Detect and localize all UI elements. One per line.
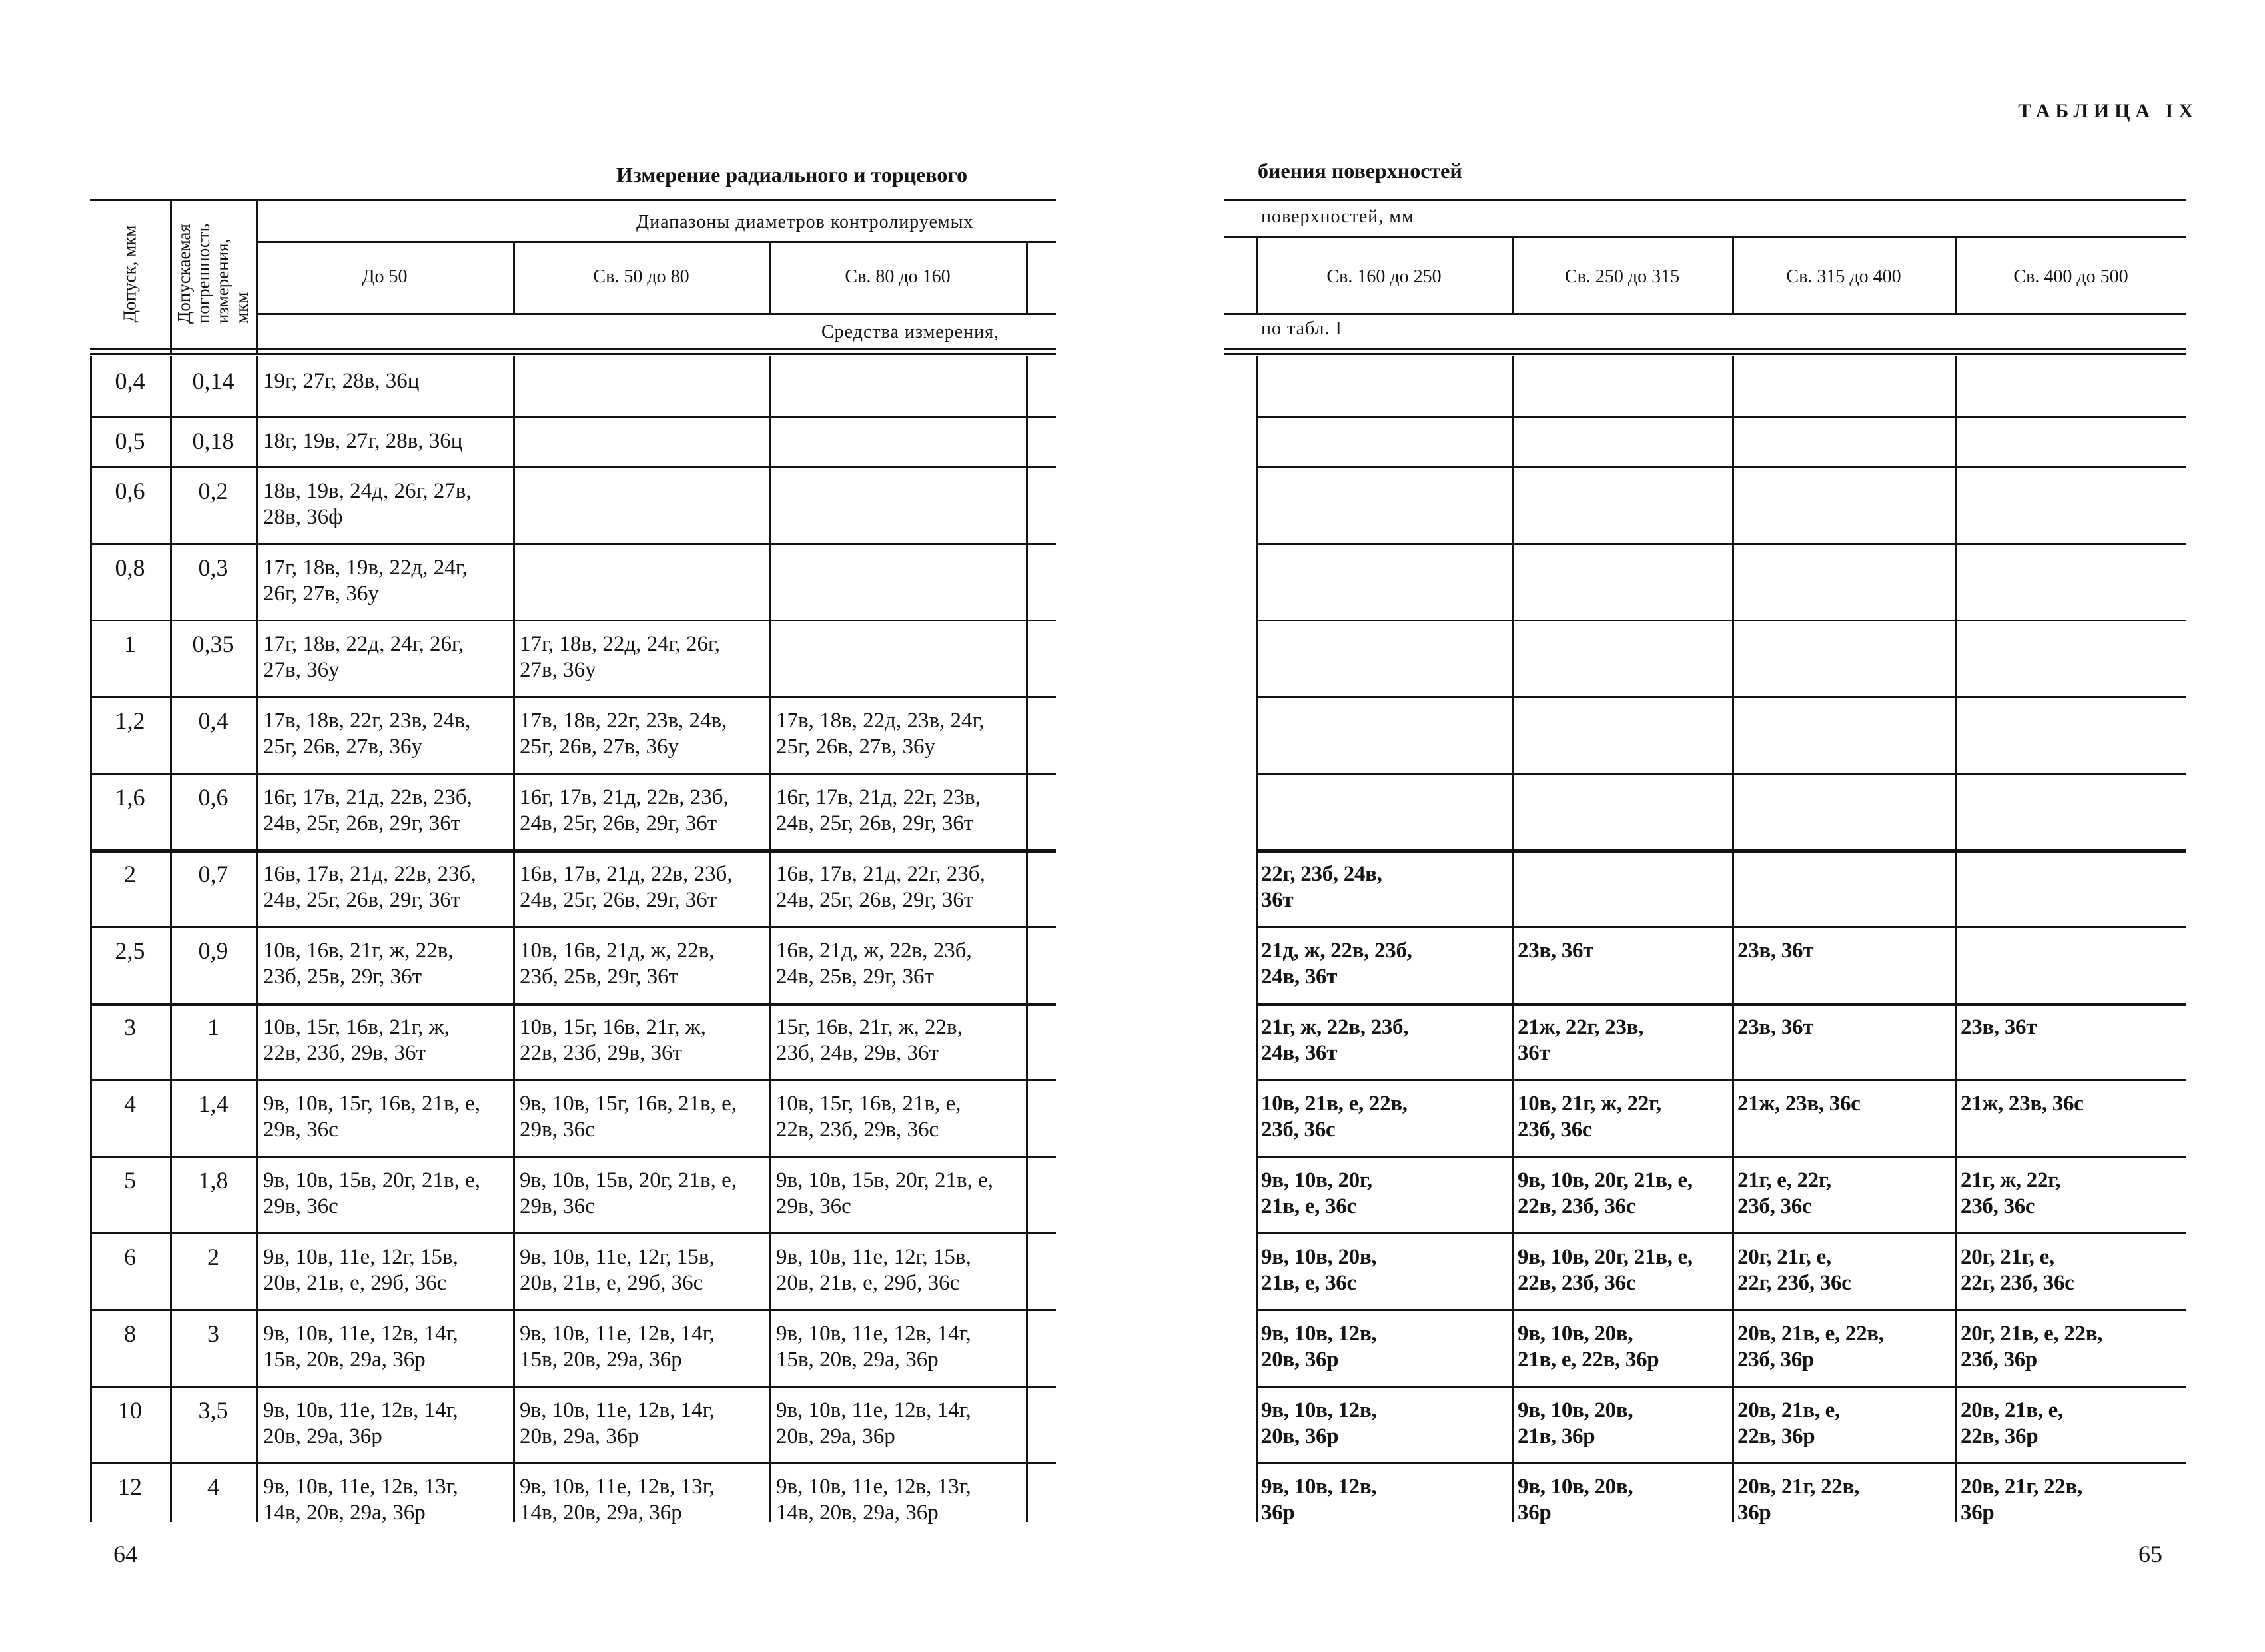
measurement-means-cell: 9в, 10в, 11е, 12в, 14г, 15в, 20в, 29а, 36р (263, 1322, 458, 1372)
measurement-means-cell: 20в, 21в, е, 22в, 36р (1737, 1398, 1840, 1448)
measurement-means-cell: 9в, 10в, 20г, 21в, е, 22в, 23б, 36с (1518, 1168, 1693, 1218)
measurement-means-cell: 21г, е, 22г, 23б, 36с (1737, 1168, 1831, 1218)
measurement-means-cell: 21ж, 23в, 36с (1961, 1092, 2084, 1116)
measurement-means-cell: 17г, 18в, 19в, 22д, 24г, 26г, 27в, 36у (263, 556, 468, 606)
page-number-right: 65 (2138, 1541, 2162, 1567)
row-tolerance: 10 (118, 1397, 142, 1424)
measurement-means-cell: 20в, 21в, е, 22в, 36р (1961, 1398, 2063, 1448)
measurement-means-cell: 9в, 10в, 15в, 20г, 21в, е, 29в, 36с (520, 1168, 737, 1218)
header-bottom-rule (1224, 348, 2186, 350)
measurement-means-cell: 9в, 10в, 12в, 20в, 36р (1261, 1398, 1377, 1448)
measurement-means-cell: 16в, 17в, 21д, 22в, 23б, 24в, 25г, 26в, 29г, 36т (263, 862, 476, 912)
measurement-means-cell: 18в, 19в, 24д, 26г, 27в, 28в, 36ф (263, 479, 472, 529)
header-diameter-col: Св. 160 до 250 (1326, 266, 1442, 287)
header-col-rule (1026, 241, 1028, 314)
measurement-means-cell: 21д, ж, 22в, 23б, 24в, 36т (1261, 939, 1412, 989)
measurement-means-cell: 20в, 21г, 22в, 36р (1737, 1475, 1859, 1525)
measurement-means-cell: 16в, 17в, 21д, 22в, 23б, 24в, 25г, 26в, 29г, 36т (520, 862, 733, 912)
measurement-means-cell: 9в, 10в, 20в, 36р (1518, 1475, 1633, 1525)
page-title-right: биения поверхностей (1258, 159, 1462, 183)
measurement-means-cell: 15г, 16в, 21г, ж, 22в, 23б, 24в, 29в, 36т (776, 1015, 963, 1065)
measurement-means-cell: 21г, ж, 22в, 23б, 24в, 36т (1261, 1015, 1409, 1065)
measurement-means-cell: 23в, 36т (1518, 939, 1594, 963)
row-tolerance: 6 (124, 1244, 136, 1270)
measurement-means-cell: 9в, 10в, 11е, 12г, 15в, 20в, 21в, е, 29б, 36с (263, 1245, 458, 1295)
row-error: 0,14 (192, 368, 234, 394)
header-diameter-col: Св. 400 до 500 (2013, 266, 2128, 287)
measurement-means-cell: 10в, 21в, е, 22в, 23б, 36с (1261, 1092, 1408, 1142)
row-tolerance: 12 (118, 1473, 142, 1500)
measurement-means-cell: 21ж, 23в, 36с (1737, 1092, 1861, 1116)
measurement-means-cell: 9в, 10в, 11е, 12в, 14г, 20в, 29а, 36р (776, 1398, 971, 1448)
header-means-label-cont: по табл. I (1261, 318, 1342, 339)
header-sub-rule (1224, 313, 2186, 315)
header-cell-error (170, 200, 256, 348)
row-rule (1256, 543, 2186, 545)
page-title-left: Измерение радиального и торцевого (616, 163, 968, 187)
measurement-means-cell: 16г, 17в, 21д, 22в, 23б, 24в, 25г, 26в, 29г, 36т (263, 785, 472, 835)
row-error: 0,9 (198, 937, 228, 964)
row-error: 1 (207, 1014, 219, 1040)
measurement-means-cell: 9в, 10в, 11е, 12в, 14г, 15в, 20в, 29а, 36р (776, 1322, 971, 1372)
measurement-means-cell: 9в, 10в, 11е, 12в, 13г, 14в, 20в, 29а, 36р (520, 1475, 715, 1525)
measurement-means-cell: 17г, 18в, 22д, 24г, 26г, 27в, 36у (520, 632, 721, 682)
measurement-means-cell: 10в, 15г, 16в, 21г, ж, 22в, 23б, 29в, 36т (263, 1015, 450, 1065)
measurement-means-cell: 9в, 10в, 11е, 12в, 14г, 20в, 29а, 36р (263, 1398, 458, 1448)
header-tolerance-label: Допуск, мкм (119, 225, 140, 322)
row-tolerance: 2 (124, 861, 136, 887)
measurement-means-cell: 16г, 17в, 21д, 22в, 23б, 24в, 25г, 26в, 29г, 36т (520, 785, 729, 835)
header-ranges-label: Диапазоны диаметров контролируемых (636, 212, 974, 232)
row-tolerance: 0,8 (115, 554, 145, 581)
row-rule (1256, 696, 2186, 698)
measurement-means-cell: 9в, 10в, 20в, 21в, е, 36с (1261, 1245, 1377, 1295)
measurement-means-cell: 9в, 10в, 15г, 16в, 21в, е, 29в, 36с (263, 1092, 481, 1142)
row-error: 0,3 (198, 554, 228, 581)
measurement-means-cell: 20г, 21в, е, 22в, 23б, 36р (1961, 1322, 2103, 1372)
header-diameter-col: Св. 250 до 315 (1564, 266, 1680, 287)
row-tolerance: 2,5 (115, 937, 145, 964)
header-top-rule (1224, 199, 2186, 201)
measurement-means-cell: 9в, 10в, 11е, 12г, 15в, 20в, 21в, е, 29б, 36с (776, 1245, 971, 1295)
measurement-means-cell: 9в, 10в, 12в, 20в, 36р (1261, 1322, 1377, 1372)
measurement-means-cell: 19г, 27г, 28в, 36ц (263, 369, 420, 393)
measurement-means-cell: 9в, 10в, 20г, 21в, е, 22в, 23б, 36с (1518, 1245, 1693, 1295)
row-error: 0,2 (198, 478, 228, 504)
header-diameter-col: Св. 50 до 80 (593, 266, 689, 287)
row-rule (90, 466, 1056, 468)
measurement-means-cell: 22г, 23б, 24в, 36т (1261, 862, 1382, 912)
measurement-means-cell: 20г, 21г, е, 22г, 23б, 36с (1961, 1245, 2074, 1295)
measurement-means-cell: 9в, 10в, 20в, 21в, е, 22в, 36р (1518, 1322, 1659, 1372)
row-tolerance: 1,6 (115, 784, 145, 811)
row-rule (90, 543, 1056, 545)
measurement-means-cell: 17г, 18в, 22д, 24г, 26г, 27в, 36у (263, 632, 464, 682)
measurement-means-cell: 16в, 21д, ж, 22в, 23б, 24в, 25в, 29г, 36т (776, 939, 972, 989)
measurement-means-cell: 20г, 21г, е, 22г, 23б, 36с (1737, 1245, 1851, 1295)
header-ranges-label-cont: поверхностей, мм (1261, 206, 1414, 227)
measurement-means-cell: 9в, 10в, 15в, 20г, 21в, е, 29в, 36с (776, 1168, 994, 1218)
row-tolerance: 0,5 (115, 428, 145, 454)
header-means-label: Средства измерения, (821, 322, 999, 342)
page-number-left: 64 (113, 1541, 137, 1567)
row-error: 3,5 (198, 1397, 228, 1424)
row-error: 3 (207, 1320, 219, 1347)
measurement-means-cell: 9в, 10в, 12в, 36р (1261, 1475, 1377, 1525)
row-rule (1256, 466, 2186, 468)
measurement-means-cell: 9в, 10в, 11е, 12г, 15в, 20в, 21в, е, 29б, 36с (520, 1245, 715, 1295)
measurement-means-cell: 10в, 15г, 16в, 21в, е, 22в, 23б, 29в, 36с (776, 1092, 961, 1142)
measurement-means-cell: 9в, 10в, 11е, 12в, 13г, 14в, 20в, 29а, 36р (263, 1475, 458, 1525)
row-tolerance: 1,2 (115, 707, 145, 734)
header-error-label: Допускаемая погрешность измерения, мкм (174, 223, 252, 324)
row-rule (1256, 416, 2186, 418)
row-tolerance: 1 (124, 631, 136, 657)
header-sub-rule (256, 241, 1056, 243)
header-cell-tolerance (90, 200, 170, 348)
measurement-means-cell: 17в, 18в, 22г, 23в, 24в, 25г, 26в, 27в, 36у (520, 709, 727, 759)
row-tolerance: 4 (124, 1090, 136, 1117)
measurement-means-cell: 21ж, 22г, 23в, 36т (1518, 1015, 1644, 1065)
header-diameter-col: Св. 315 до 400 (1786, 266, 1901, 287)
measurement-means-cell: 17в, 18в, 22д, 23в, 24г, 25г, 26в, 27в, 36у (776, 709, 985, 759)
measurement-means-cell: 20в, 21в, е, 22в, 23б, 36р (1737, 1322, 1884, 1372)
body-col-rule (1026, 356, 1028, 1522)
table-number-label: ТАБЛИЦА IX (2018, 100, 2198, 122)
row-error: 0,35 (192, 631, 234, 657)
header-diameter-col: Св. 80 до 160 (845, 266, 951, 287)
row-error: 0,7 (198, 861, 228, 887)
row-error: 0,18 (192, 428, 234, 454)
measurement-means-cell: 20в, 21г, 22в, 36р (1961, 1475, 2082, 1525)
measurement-means-cell: 10в, 21г, ж, 22г, 23б, 36с (1518, 1092, 1661, 1142)
row-error: 4 (207, 1473, 219, 1500)
row-tolerance: 0,4 (115, 368, 145, 394)
row-error: 1,4 (198, 1090, 228, 1117)
measurement-means-cell: 23в, 36т (1961, 1015, 2037, 1039)
measurement-means-cell: 23в, 36т (1737, 939, 1814, 963)
row-rule (1256, 620, 2186, 621)
row-error: 1,8 (198, 1167, 228, 1194)
measurement-means-cell: 9в, 10в, 11е, 12в, 13г, 14в, 20в, 29а, 36р (776, 1475, 971, 1525)
measurement-means-cell: 10в, 15г, 16в, 21г, ж, 22в, 23б, 29в, 36т (520, 1015, 706, 1065)
measurement-means-cell: 16в, 17в, 21д, 22г, 23б, 24в, 25г, 26в, 29г, 36т (776, 862, 985, 912)
header-bottom-rule (90, 348, 1056, 350)
header-diameter-col: До 50 (362, 266, 408, 287)
row-tolerance: 8 (124, 1320, 136, 1347)
row-error: 2 (207, 1244, 219, 1270)
header-bottom-rule (1224, 353, 2186, 355)
measurement-means-cell: 16г, 17в, 21д, 22г, 23в, 24в, 25г, 26в, 29г, 36т (776, 785, 981, 835)
measurement-means-cell: 9в, 10в, 20в, 21в, 36р (1518, 1398, 1633, 1448)
row-error: 0,4 (198, 707, 228, 734)
header-sub-rule (256, 313, 1056, 315)
measurement-means-cell: 21г, ж, 22г, 23б, 36с (1961, 1168, 2061, 1218)
measurement-means-cell: 9в, 10в, 20г, 21в, е, 36с (1261, 1168, 1372, 1218)
header-bottom-rule (90, 353, 1056, 355)
row-rule (90, 416, 1056, 418)
measurement-means-cell: 10в, 16в, 21д, ж, 22в, 23б, 25в, 29г, 36т (520, 939, 715, 989)
row-tolerance: 3 (124, 1014, 136, 1040)
row-tolerance: 0,6 (115, 478, 145, 504)
header-sub-rule (1224, 236, 2186, 238)
measurement-means-cell: 9в, 10в, 15г, 16в, 21в, е, 29в, 36с (520, 1092, 737, 1142)
measurement-means-cell: 23в, 36т (1737, 1015, 1814, 1039)
measurement-means-cell: 9в, 10в, 11е, 12в, 14г, 20в, 29а, 36р (520, 1398, 715, 1448)
measurement-means-cell: 17в, 18в, 22г, 23в, 24в, 25г, 26в, 27в, 36у (263, 709, 471, 759)
row-tolerance: 5 (124, 1167, 136, 1194)
measurement-means-cell: 9в, 10в, 15в, 20г, 21в, е, 29в, 36с (263, 1168, 481, 1218)
measurement-means-cell: 9в, 10в, 11е, 12в, 14г, 15в, 20в, 29а, 36р (520, 1322, 715, 1372)
measurement-means-cell: 10в, 16в, 21г, ж, 22в, 23б, 25в, 29г, 36т (263, 939, 454, 989)
measurement-means-cell: 18г, 19в, 27г, 28в, 36ц (263, 429, 463, 453)
row-rule (1256, 773, 2186, 775)
row-error: 0,6 (198, 784, 228, 811)
